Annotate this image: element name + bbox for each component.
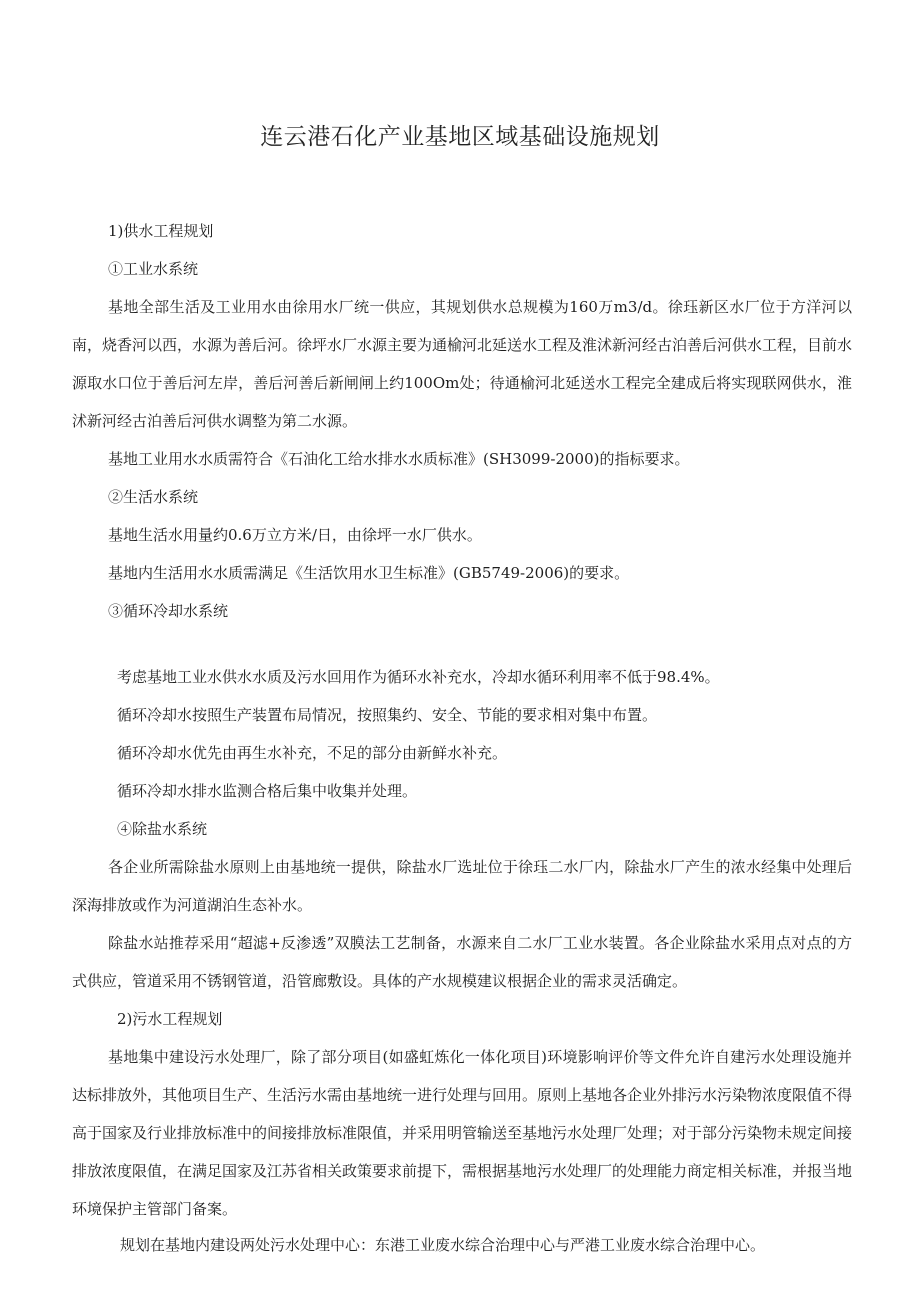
- paragraph-domestic-water-standard: 基地内生活用水水质需满足《生活饮用水卫生标准》(GB5749-2006)的要求。: [108, 564, 630, 582]
- paragraph-desalted-water-supply: 各企业所需除盐水原则上由基地统一提供，除盐水厂选址位于徐珏二水厂内，除盐水厂产生的浓水经集中处理后深海排放或作为河道湖泊生态补水。: [72, 858, 852, 914]
- paragraph-industrial-water-standard: 基地工业用水水质需符合《石油化工给水排水水质标准》(SH3099-2000)的指标要求。: [108, 450, 690, 468]
- page-title: 连云港石化产业基地区域基础设施规划: [260, 124, 660, 150]
- paragraph-domestic-water-usage: 基地生活水用量约0.6万立方米/日，由徐坪一水厂供水。: [108, 526, 482, 544]
- subsection-heading-desalted-water: ④除盐水系统: [117, 820, 208, 838]
- section-heading-water-supply: 1)供水工程规划: [108, 222, 214, 240]
- section-heading-sewage: 2)污水工程规划: [117, 1010, 223, 1028]
- paragraph-sewage-treatment: 基地集中建设污水处理厂，除了部分项目(如盛虹炼化一体化项目)环境影响评价等文件允许自建污水处理设施并达标排放外，其他项目生产、生活污水需由基地统一进行处理与回用。原则上基地各企业外排污水污染物浓度限值不得高于国家及行业排放标准中的间接排放标准限值，并采用明管输送至基地污水处理厂处理；对于部分污染物未规定间接排放浓度限值，在满足国家及江苏省相关政策要求前提下，需根据基地污水处理厂的处理能力商定相关标准，并报当地环境保护主管部门备案。: [72, 1048, 853, 1218]
- paragraph-sewage-centers: 规划在基地内建设两处污水处理中心：东港工业废水综合治理中心与严港工业废水综合治理中心。: [120, 1236, 766, 1254]
- paragraph-cooling-water-layout: 循环冷却水按照生产装置布局情况，按照集约、安全、节能的要求相对集中布置。: [117, 706, 658, 724]
- subsection-heading-cooling-water: ③循环冷却水系统: [108, 602, 229, 620]
- subsection-heading-domestic-water: ②生活水系统: [108, 488, 199, 506]
- paragraph-desalted-water-process: 除盐水站推荐采用“超滤+反渗透”双膜法工艺制备，水源来自二水厂工业水装置。各企业除盐水采用点对点的方式供应，管道采用不锈钢管道，沿管廊敷设。具体的产水规模建议根据企业的需求灵活确定。: [72, 934, 852, 990]
- paragraph-cooling-water-supplement: 考虑基地工业水供水水质及污水回用作为循环水补充水，冷却水循环利用率不低于98.4%。: [117, 668, 720, 686]
- paragraph-industrial-water-supply: 基地全部生活及工业用水由徐用水厂统一供应，其规划供水总规模为160万m3/d。徐珏新区水厂位于方洋河以南，烧香河以西，水源为善后河。徐坪水厂水源主要为通榆河北延送水工程及淮沭新河经古泊善后河供水工程，目前水源取水口位于善后河左岸，善后河善后新闸闸上约100Om处；待通榆河北延送水工程完全建成后将实现联网供水，淮沭新河经古泊善后河供水调整为第二水源。: [72, 298, 853, 430]
- subsection-heading-industrial-water: ①工业水系统: [108, 260, 199, 278]
- paragraph-cooling-water-drainage: 循环冷却水排水监测合格后集中收集并处理。: [117, 782, 418, 800]
- paragraph-cooling-water-source: 循环冷却水优先由再生水补充，不足的部分由新鲜水补充。: [117, 744, 508, 762]
